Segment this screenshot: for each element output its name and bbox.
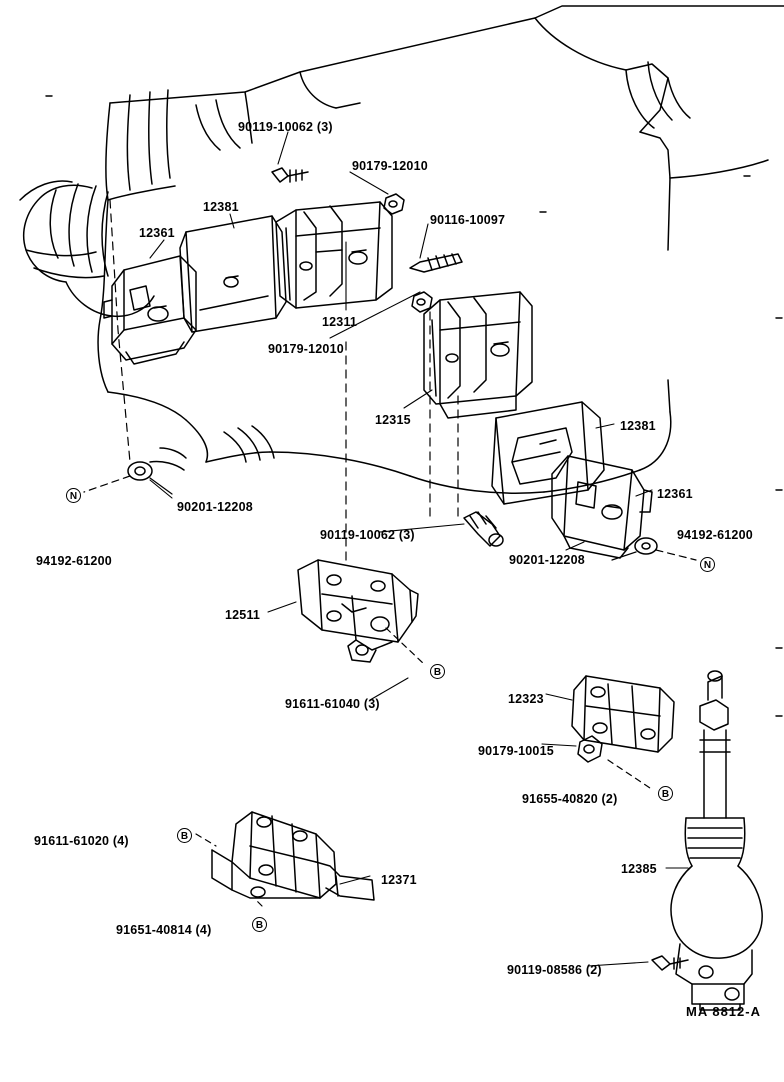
part-label-p-12323: 12323 bbox=[508, 692, 544, 706]
part-label-p-12385: 12385 bbox=[621, 862, 657, 876]
bracket-12511 bbox=[298, 560, 418, 662]
diagram-footer-code: MA 8812-A bbox=[686, 1004, 761, 1019]
leader-91655-40820 bbox=[608, 760, 650, 788]
part-label-p-90116-10097: 90116-10097 bbox=[430, 213, 506, 227]
washer-90201-12208-left bbox=[128, 462, 172, 494]
part-label-p-12381-b: 12381 bbox=[620, 419, 656, 433]
part-label-p-12371: 12371 bbox=[381, 873, 417, 887]
part-label-p-12315: 12315 bbox=[375, 413, 411, 427]
part-label-p-90179-12010-a: 90179-12010 bbox=[352, 159, 428, 173]
part-label-p-12361-b: 12361 bbox=[657, 487, 693, 501]
callout-bubble-b-91655: B bbox=[658, 786, 673, 801]
mount-pad-12381-right bbox=[492, 402, 604, 504]
bracket-12323 bbox=[572, 676, 674, 752]
part-label-p-12311: 12311 bbox=[322, 315, 358, 329]
part-label-p-90201-12208-b: 90201-12208 bbox=[509, 553, 585, 567]
callout-bubble-b-91611-61020: B bbox=[177, 828, 192, 843]
strut-12385 bbox=[671, 671, 762, 1010]
nut-90179-10015 bbox=[578, 736, 602, 762]
part-label-p-90119-10062-b: 90119-10062 (3) bbox=[320, 528, 415, 542]
part-label-p-12361-a: 12361 bbox=[139, 226, 175, 240]
part-label-p-90119-08586: 90119-08586 (2) bbox=[507, 963, 602, 977]
leader-91611-61020 bbox=[196, 834, 216, 846]
leader-lines bbox=[150, 132, 688, 966]
bracket-12371 bbox=[212, 812, 374, 900]
part-label-p-90119-10062-a: 90119-10062 (3) bbox=[238, 120, 333, 134]
part-label-p-94192-61200-b: 94192-61200 bbox=[677, 528, 753, 542]
part-label-p-90179-12010-b: 90179-12010 bbox=[268, 342, 344, 356]
bolt-90119-08586 bbox=[652, 956, 688, 970]
leader-91651-40814 bbox=[256, 900, 262, 906]
part-label-p-91651-40814: 91651-40814 (4) bbox=[116, 923, 212, 937]
nut-90179-12010-top bbox=[384, 194, 404, 214]
bolt-90119-10062-top bbox=[272, 168, 308, 182]
callout-bubble-b-12511: B bbox=[430, 664, 445, 679]
part-label-p-12381-a: 12381 bbox=[203, 200, 239, 214]
leader-94192-61200-right bbox=[656, 550, 696, 560]
bracket-12311 bbox=[276, 202, 392, 308]
callout-bubble-n-right: N bbox=[700, 557, 715, 572]
callout-bubble-n-left: N bbox=[66, 488, 81, 503]
leader-91611-61040 bbox=[386, 628, 424, 664]
part-label-p-90179-10015: 90179-10015 bbox=[478, 744, 554, 758]
part-label-p-91611-61040: 91611-61040 (3) bbox=[285, 697, 380, 711]
leader-94192-61200-left bbox=[84, 476, 130, 492]
part-label-p-90201-12208-a: 90201-12208 bbox=[177, 500, 253, 514]
bracket-12315 bbox=[424, 292, 532, 418]
part-label-p-94192-61200-a: 94192-61200 bbox=[36, 554, 112, 568]
cooling-fan-outline bbox=[20, 181, 154, 316]
part-label-p-91611-61020: 91611-61020 (4) bbox=[34, 834, 129, 848]
stud-90116-10097 bbox=[410, 254, 462, 272]
insulator-12361-left bbox=[104, 256, 196, 364]
part-label-p-91655-40820: 91655-40820 (2) bbox=[522, 792, 618, 806]
part-label-p-12511: 12511 bbox=[225, 608, 261, 622]
callout-bubble-b-91651-40814: B bbox=[252, 917, 267, 932]
bolt-90119-10062-lower bbox=[464, 512, 503, 546]
